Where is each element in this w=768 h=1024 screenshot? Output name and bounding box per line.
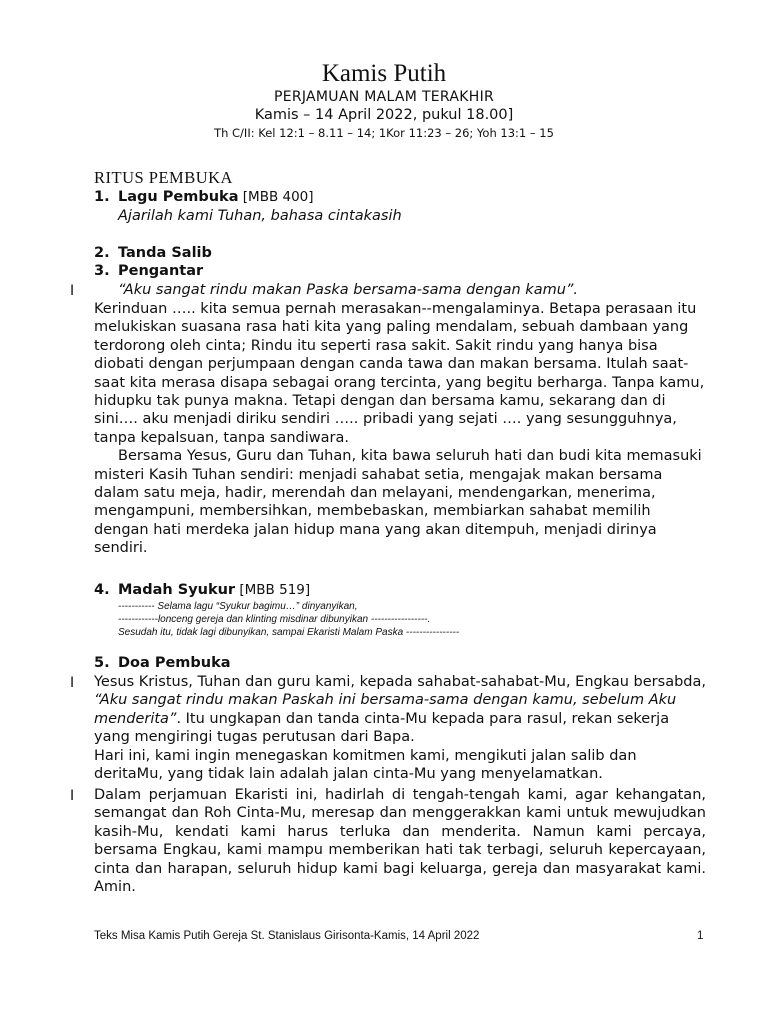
readings-line: Th C/II: Kel 12:1 – 8.11 – 14; 1Kor 11:23 – 26; Yoh 13:1 – 15 — [214, 126, 554, 140]
doa-text-part: . Itu ungkapan dan tanda cinta-Mu kepada para rasul, rekan sekerja yang mengiringi tugas perutusan dari Bapa. — [94, 710, 670, 746]
date-line: Kamis – 14 April 2022, pukul 18.00] — [254, 107, 514, 123]
priest-marker: I — [70, 283, 75, 299]
item-number: 2. — [94, 245, 110, 261]
doa-text-part: Yesus Kristus, Tuhan dan guru kami, kepada sahabat-sahabat-Mu, Engkau bersabda, — [94, 674, 706, 690]
page-title: Kamis Putih — [321, 60, 447, 87]
item-lagu-pembuka — [94, 189, 314, 205]
song-title: Ajarilah kami Tuhan, bahasa cintakasih — [118, 208, 402, 224]
priest-marker: I — [70, 675, 75, 691]
section-title: RITUS PEMBUKA — [94, 168, 233, 187]
paragraph: Dalam perjamuan Ekaristi ini, hadirlah di tengah-tengah kami, agar kehangatan, semangat dan Roh Cinta-Mu, meresap dan menggerakkan kami untuk mewujudkan kasih-Mu, kendati kami harus terluka dan menderita. Namun kami percaya, bersama Engkau, kami mampu memberikan hati tak terbagi, seluruh kepercayaan, cinta dan harapan, seluruh hidup kami bagi keluarga, gereja dan masyarakat kami. Amin. — [94, 787, 706, 896]
item-label: Pengantar — [118, 263, 204, 279]
doa-text — [94, 673, 706, 783]
paragraph: Hari ini, kami ingin menegaskan komitmen kami, mengikuti jalan salib dan deritaMu, yang tidak lain adalah jalan cinta-Mu yang menyelamatkan. — [94, 747, 637, 783]
doa-quote: “Aku sangat rindu makan Paskah ini bersama-sama dengan kamu, sebelum Aku menderita” — [94, 692, 677, 727]
page-footer: Teks Misa Kamis Putih Gereja St. Stanislaus Girisonta-Kamis, 14 April 2022 — [94, 930, 480, 942]
item-reference: [MBB 400] — [238, 189, 314, 205]
paragraph: Bersama Yesus, Guru dan Tuhan, kita bawa seluruh hati dan budi kita memasuki misteri Kasih Tuhan sendiri: menjadi sahabat setia, mengajak makan bersama dalam satu meja, hadir, merendah dan melayani, mendengarkan, menerima, mengampuni, membersihkan, membebaskan, membiarkan sahabat memilih dengan hati merdeka jalan hidup mana yang akan ditempuh, menjadi dirinya sendiri. — [94, 448, 702, 557]
item-madah-syukur — [94, 582, 310, 598]
item-label: Tanda Salib — [118, 245, 212, 261]
item-number: 1. — [94, 189, 110, 205]
item-number: 4. — [94, 582, 110, 598]
item-doa-pembuka — [94, 655, 231, 671]
rubric-line: ----------- Selama lagu “Syukur bagimu…” dinyanyikan, — [118, 601, 358, 612]
item-reference: [MBB 519] — [235, 582, 311, 598]
priest-marker: I — [70, 788, 75, 804]
item-number: 5. — [94, 655, 110, 671]
item-label: Doa Pembuka — [118, 655, 231, 671]
paragraph: Kerinduan ….. kita semua pernah merasakan--mengalaminya. Betapa perasaan itu melukiskan suasana rasa hati kita yang paling mendalam, sebuah dambaan yang terdorong oleh cinta; Rindu itu seperti rasa sakit. Sakit rindu yang hanya bisa diobati dengan perjumpaan dengan canda tawa dan makan bersama. Itulah saat-saat kita merasa disapa sebagai orang tercinta, yang begitu berharga. Tanpa kamu, hidupku tak punya makna. Tetapi dengan dan bersama kamu, sekarang dan di sini…. aku menjadi diriku sendiri ….. pribadi yang sejati …. yang sesungguhnya, tanpa kepalsuan, tanpa sandiwara. — [94, 301, 705, 446]
item-label: Madah Syukur — [118, 582, 236, 598]
page-number: 1 — [697, 930, 704, 942]
item-pengantar — [94, 263, 203, 279]
paragraph — [94, 673, 706, 747]
item-label: Lagu Pembuka — [118, 189, 239, 205]
item-number: 3. — [94, 263, 110, 279]
rubric-line: Sesudah itu, tidak lagi dibunyikan, sampai Ekaristi Malam Paska ---------------- — [118, 627, 460, 638]
page-subtitle: PERJAMUAN MALAM TERAKHIR — [273, 89, 495, 105]
pengantar-quote: “Aku sangat rindu makan Paska bersama-sama dengan kamu”. — [118, 282, 579, 298]
doa-text — [94, 786, 706, 896]
pengantar-text — [94, 300, 706, 558]
item-tanda-salib — [94, 245, 212, 261]
rubric-line: ------------lonceng gereja dan klinting misdinar dibunyikan -----------------. — [118, 614, 431, 625]
